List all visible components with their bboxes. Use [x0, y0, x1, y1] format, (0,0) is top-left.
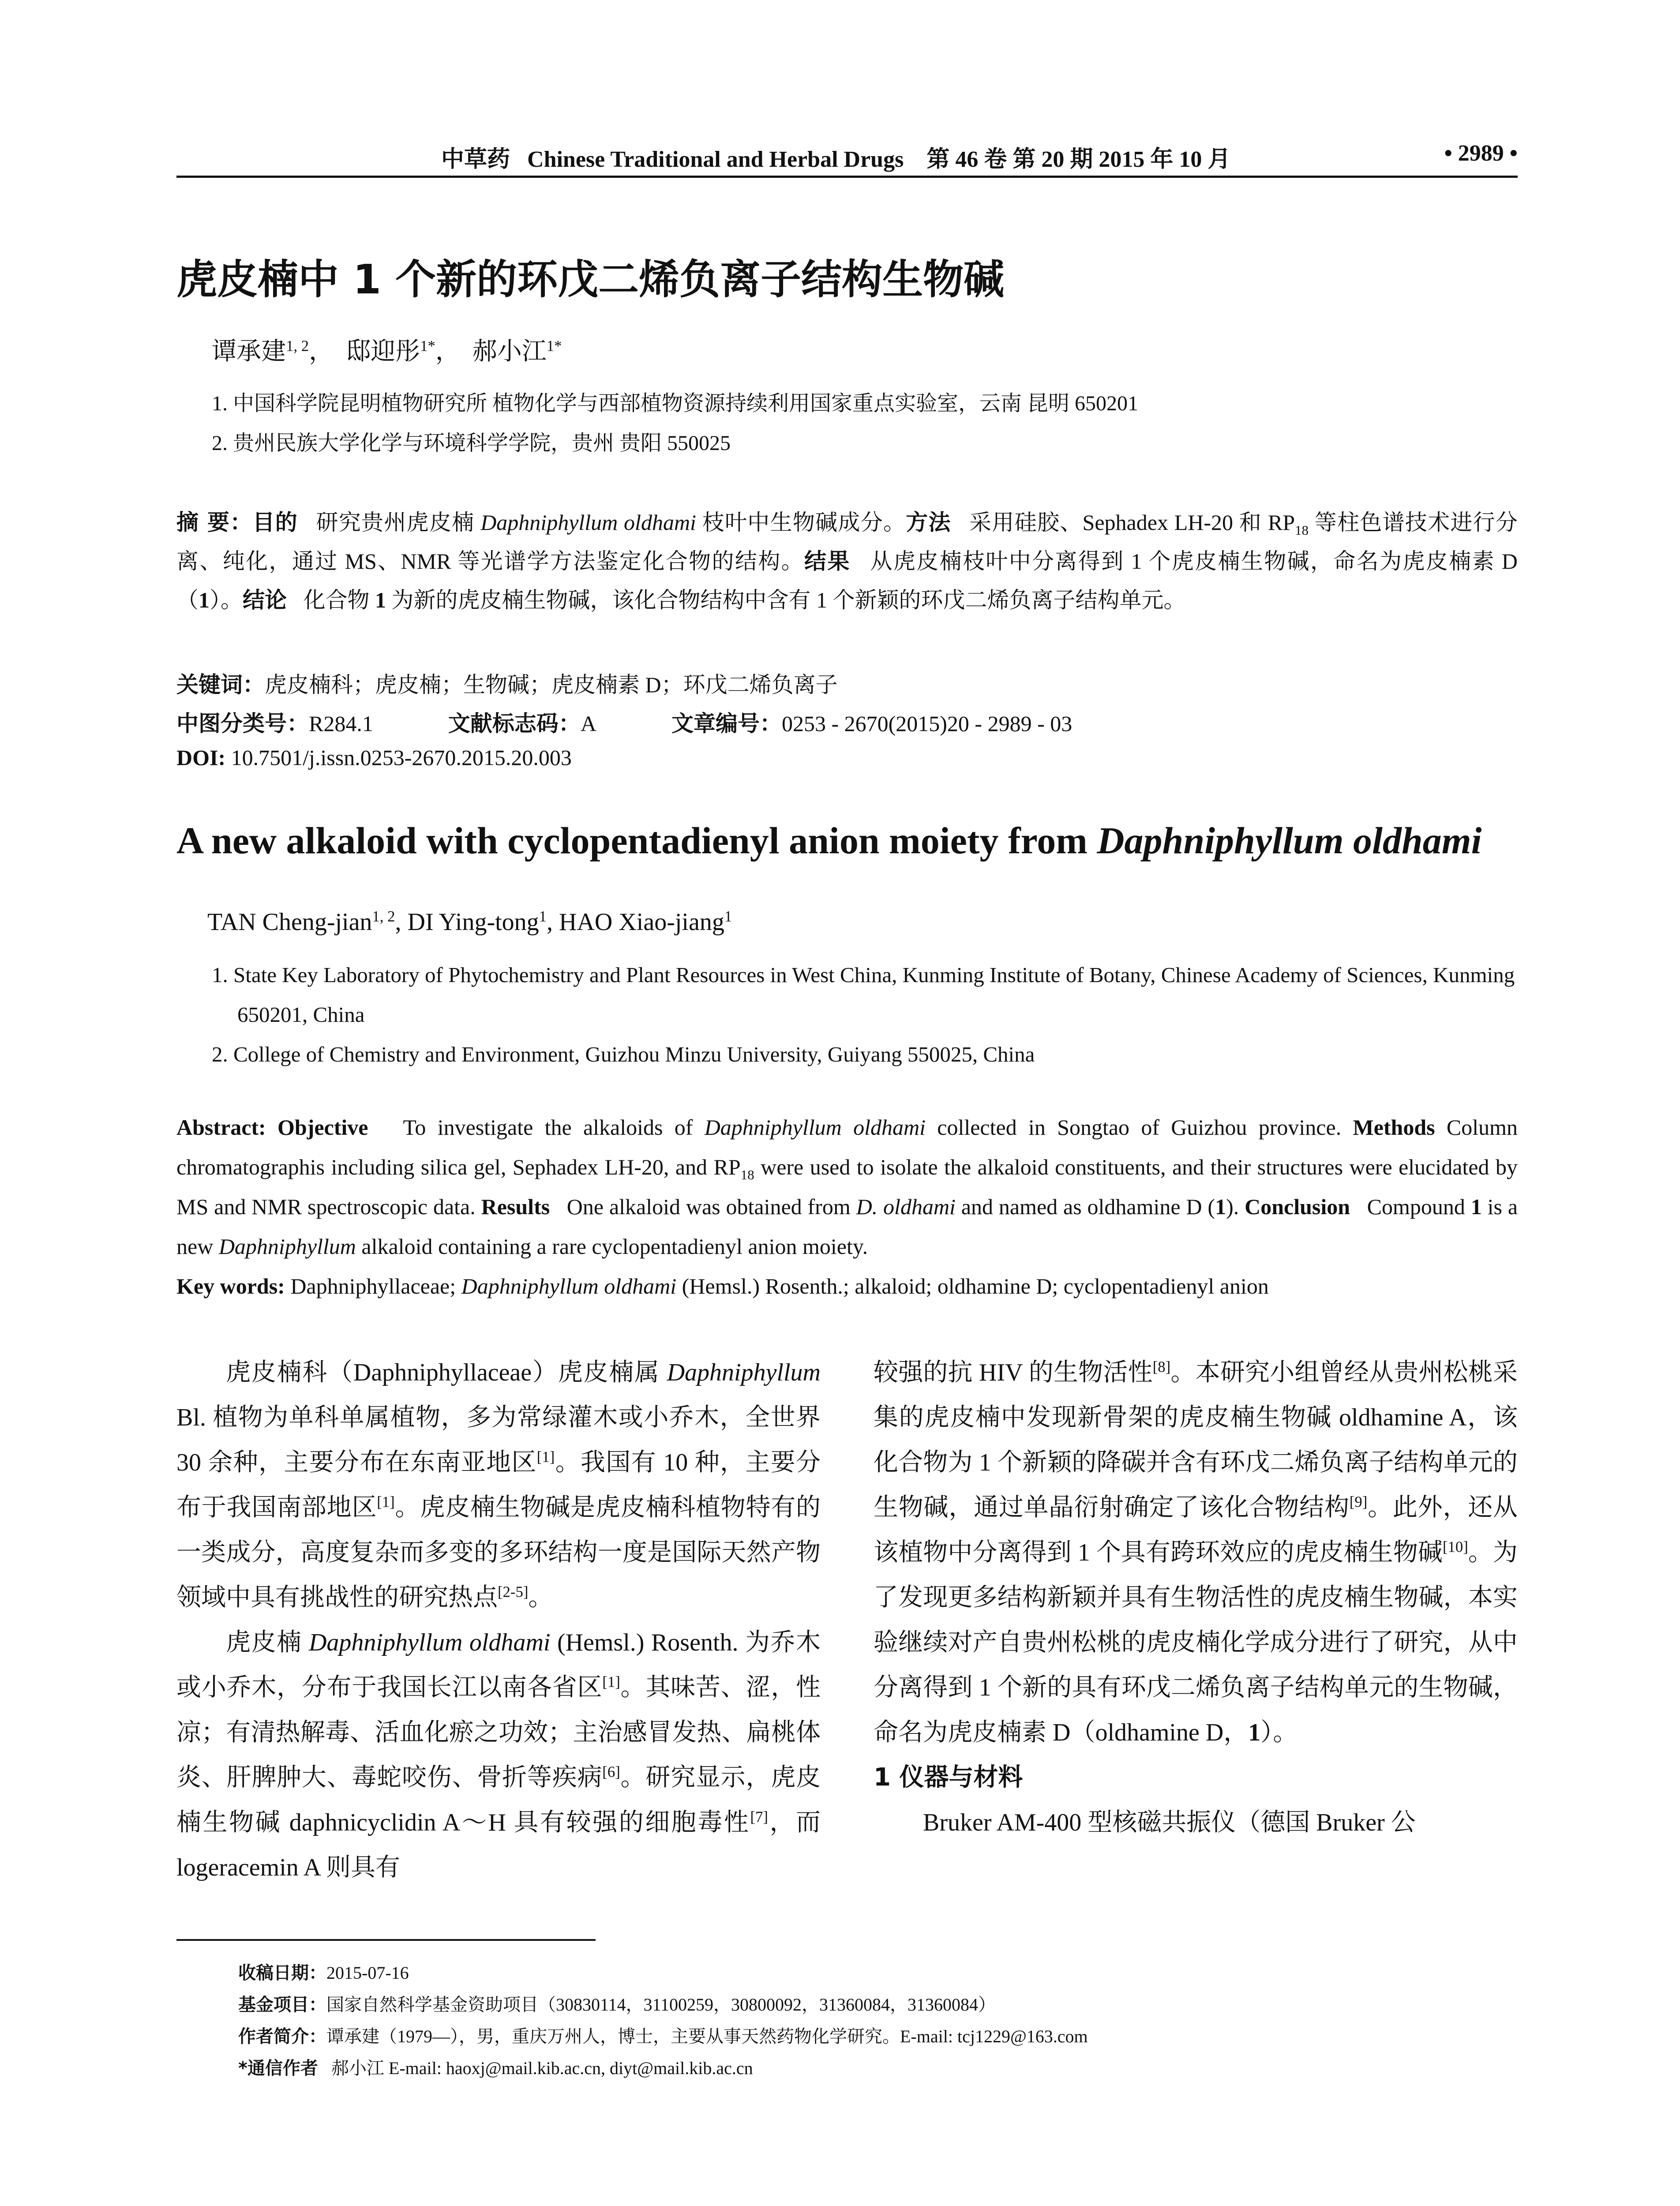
body-right-p1-d: 。为了发现更多结构新颖并具有生物活性的虎皮楠生物碱，本实验继续对产自贵州松桃的虎皮楠化学成分进行了研究，从中分离得到 1 个新的具有环戊二烯负离子结构单元的生物碱，命名为虎皮楠素 D（oldhamine D，: [874, 1539, 1518, 1746]
body-left-p1-c: 。我国有 10 种，主要分布于我国南部地区: [176, 1449, 821, 1521]
methods-cn-label: 方法: [906, 510, 951, 535]
fund-label: 基金项目：: [238, 1995, 326, 2015]
author-cn-1-sup: 1, 2: [286, 337, 309, 355]
conclusion-cn-label: 结论: [243, 587, 287, 613]
keywords-en: [176, 1266, 1518, 1306]
doi-label: DOI:: [176, 745, 226, 770]
body-right-p1-ref2[interactable]: [9]: [1349, 1493, 1368, 1511]
doi-value[interactable]: 10.7501/j.issn.0253-2670.2015.20.003: [231, 745, 572, 770]
keywords-cn-label: 关键词：: [176, 672, 265, 698]
keywords-en-post: (Hemsl.) Rosenth.; alkaloid; oldhamine D; cyclopentadienyl anion: [676, 1274, 1269, 1298]
conclusion-cn-text: 化合物: [303, 588, 375, 612]
body-left-p1-e: 。: [528, 1584, 553, 1611]
methods-cn-sub: 18: [1295, 522, 1309, 538]
keywords-en-species: Daphniphyllum oldhami: [461, 1274, 677, 1298]
abstract-cn-label: 摘 要：: [176, 510, 253, 535]
conclusion-en-mid: is a new: [176, 1194, 1518, 1259]
keywords-en-pre: Daphniphyllaceae;: [290, 1274, 461, 1298]
footnote-fund: [238, 1991, 996, 2016]
received-value: 2015-07-16: [326, 1963, 409, 1983]
page-number: • 2989 •: [1444, 141, 1518, 166]
body-left-p2-e: ，而 logeracemin A 则具有: [176, 1809, 821, 1881]
affiliation-cn-1: 1. 中国科学院昆明植物研究所 植物化学与西部植物资源持续利用国家重点实验室，云南 昆明 650201: [212, 392, 1139, 415]
body-left-p1-ref2[interactable]: [1]: [377, 1493, 395, 1511]
affiliations-en: [212, 955, 1518, 1074]
objective-en-species: Daphniphyllum oldhami: [704, 1115, 926, 1140]
author-en-2: DI Ying-tong: [407, 908, 539, 936]
footnote-corresponding: [238, 2054, 753, 2079]
methods-en-sub: 18: [740, 1167, 754, 1182]
body-left-p1-ref1[interactable]: [1]: [536, 1448, 555, 1466]
author-cn-3: 郝小江: [472, 338, 547, 365]
results-en-text: One alkaloid was obtained from: [566, 1194, 856, 1219]
body-left-p1-d: 。虎皮楠生物碱是虎皮楠科植物特有的一类成分，高度复杂而多变的多环结构一度是国际天然产物领域中具有挑战性的研究热点: [176, 1494, 821, 1611]
body-left-p2-species: Daphniphyllum oldhami: [308, 1629, 551, 1656]
title-en: [176, 818, 1482, 863]
body-right-p1-ref1[interactable]: [8]: [1152, 1358, 1171, 1376]
objective-en-label: Objective: [278, 1115, 368, 1140]
abstract-en-label: Abstract:: [176, 1115, 266, 1140]
author-en-1: TAN Cheng-jian: [207, 908, 372, 936]
author-cn-1: 谭承建: [212, 338, 286, 365]
objective-en-post: collected in Songtao of Guizhou province.: [925, 1115, 1342, 1140]
author-en-3-sup: 1: [724, 908, 732, 925]
results-cn-post: ）。: [210, 588, 243, 612]
abstract-en: [176, 1107, 1518, 1306]
objective-cn-text: 研究贵州虎皮楠: [316, 510, 481, 535]
conclusion-cn-post: 为新的虎皮楠生物碱，该化合物结构中含有 1 个新颖的环戊二烯负离子结构单元。: [386, 588, 1186, 612]
objective-cn-species: Daphniphyllum oldhami: [480, 510, 696, 535]
objective-en-text: To investigate the alkaloids of: [403, 1115, 705, 1140]
journal-name-en: Chinese Traditional and Herbal Drugs: [527, 147, 904, 172]
footnote-author: [238, 2022, 1088, 2048]
title-cn: 虎皮楠中 1 个新的环戊二烯负离子结构生物碱: [176, 256, 1005, 303]
results-en-post: ).: [1226, 1194, 1239, 1219]
footnote-received: [238, 1959, 409, 1984]
body-left-p2-ref3[interactable]: [7]: [750, 1808, 768, 1826]
received-label: 收稿日期：: [238, 1963, 326, 1983]
clc-label: 中图分类号：: [176, 711, 309, 736]
body-left-p2-d: 。研究显示，虎皮楠生物碱 daphnicyclidin A～H 具有较强的细胞毒性: [176, 1764, 821, 1836]
journal-name-cn: 中草药: [441, 147, 510, 172]
title-en-species: Daphniphyllum oldhami: [1097, 819, 1482, 862]
section-heading-1: 1 仪器与材料: [874, 1763, 1023, 1792]
keywords-cn-text: 虎皮楠科；虎皮楠；生物碱；虎皮楠素 D；环戊二烯负离子: [265, 672, 838, 697]
authors-en: TAN Cheng-jian$^{1, 2}$, DI Ying-tong$^1$, HAO Xiao-jiang$^1$: [207, 908, 732, 936]
fund-value: 国家自然科学基金资助项目（30830114，31100259，30800092，31360084，31360084）: [326, 1995, 996, 2015]
title-en-main: A new alkaloid with cyclopentadienyl anion moiety from: [176, 819, 1097, 862]
results-en-species: D. oldhami: [856, 1194, 956, 1219]
header-rule: [176, 176, 1518, 178]
body-left-p1-ref3[interactable]: [2-5]: [498, 1583, 529, 1601]
footnote-rule: [176, 1939, 596, 1941]
body-column-right: [874, 1350, 1518, 1845]
corresponding-value: 郝小江 E-mail: haoxj@mail.kib.ac.cn, diyt@mail.kib.ac.cn: [331, 2058, 753, 2078]
body-left-paragraph-2: [176, 1620, 821, 1890]
corresponding-label: *通信作者: [238, 2058, 318, 2078]
author-cn-2: 邸迎彤: [346, 338, 420, 365]
body-left-p2-c: 。其味苦、涩，性凉；有清热解毒、活血化瘀之功效；主治感冒发热、扁桃体炎、肝脾肿大、毒蛇咬伤、骨折等疾病: [176, 1674, 821, 1791]
body-right-p1-a: 较强的抗 HIV 的生物活性: [874, 1359, 1153, 1386]
authors-cn: 谭承建$^{1, 2}$， 邸迎彤$^{1*}$， 郝小江$^{1*}$: [212, 337, 562, 365]
doc-code-label: 文献标志码：: [448, 711, 581, 736]
article-no-label: 文章编号：: [671, 711, 782, 736]
body-left-p1-genus: Daphniphyllum: [667, 1359, 821, 1386]
results-cn-label: 结果: [804, 548, 851, 574]
journal-line: [441, 140, 1230, 173]
body-right-p1-e: ）。: [1260, 1719, 1298, 1746]
author-bio-label: 作者简介：: [238, 2026, 326, 2047]
methods-cn-text: 采用硅胶、Sephadex LH-20 和 RP: [969, 510, 1295, 535]
running-header: [176, 140, 1518, 171]
results-cn-num: 1: [199, 588, 210, 612]
objective-cn-label: 目的: [252, 510, 298, 535]
body-left-p2-a: 虎皮楠: [226, 1629, 309, 1656]
journal-issue: 第 46 卷 第 20 期 2015 年 10 月: [926, 147, 1231, 172]
keywords-en-label: Key words:: [176, 1274, 285, 1298]
doi-line: [176, 745, 572, 770]
affiliation-en-2: 2. College of Chemistry and Environment, Guizhou Minzu University, Guiyang 550025, China: [212, 1042, 1035, 1066]
results-en-num: 1: [1215, 1194, 1226, 1219]
body-right-paragraph-1: [874, 1350, 1518, 1755]
methods-cn-post: 等柱色谱技术进行分离、纯化，通过 MS、NMR 等光谱学方法鉴定化合物的结构。: [176, 510, 1518, 574]
conclusion-cn-num: 1: [375, 588, 386, 612]
conclusion-en-num: 1: [1470, 1194, 1482, 1219]
author-cn-2-sup: 1*: [420, 337, 435, 355]
body-left-p2-ref1[interactable]: [1]: [602, 1673, 620, 1691]
abstract-cn: [176, 503, 1518, 619]
conclusion-en-label: Conclusion: [1245, 1194, 1350, 1219]
author-bio-value: 谭承建（1979—），男，重庆万州人，博士，主要从事天然药物化学研究。E-mail: tcj1229@163.com: [326, 2026, 1088, 2046]
methods-en-label: Methods: [1353, 1115, 1435, 1140]
body-left-p2-b: (Hemsl.) Rosenth. 为乔木或小乔木，分布于我国长江以南各省区: [176, 1629, 821, 1701]
conclusion-en-post: alkaloid containing a rare cyclopentadienyl anion moiety.: [356, 1234, 868, 1259]
conclusion-en-species: Daphniphyllum: [218, 1234, 356, 1259]
body-right-p1-num: 1: [1248, 1719, 1261, 1746]
results-en-label: Results: [481, 1194, 550, 1219]
affiliation-en-1: 1. State Key Laboratory of Phytochemistry and Plant Resources in West China, Kunming Institute of Botany, Chinese Academy of Sciences, Kunming 650201, China: [212, 963, 1515, 1027]
clc-value: R284.1: [309, 711, 373, 736]
author-en-1-sup: 1, 2: [372, 908, 395, 925]
body-left-paragraph-1: [176, 1350, 821, 1620]
body-left-p2-ref2[interactable]: [6]: [602, 1763, 620, 1781]
article-no-value: 0253 - 2670(2015)20 - 2989 - 03: [781, 711, 1072, 736]
methods-en-text: Column chromatographis including silica gel, Sephadex LH-20, and RP: [176, 1115, 1518, 1179]
classification-line: [176, 706, 1072, 738]
body-column-left: [176, 1350, 821, 1890]
conclusion-en-text: Compound: [1367, 1194, 1471, 1219]
doc-code-value: A: [580, 711, 596, 736]
results-en-mid: and named as oldhamine D (: [955, 1194, 1215, 1219]
affiliation-cn-2: 2. 贵州民族大学化学与环境科学学院，贵州 贵阳 550025: [212, 431, 731, 455]
author-cn-3-sup: 1*: [546, 337, 562, 355]
author-en-3: HAO Xiao-jiang: [559, 908, 724, 936]
objective-cn-post: 枝叶中生物碱成分。: [696, 510, 906, 535]
body-left-p1-b: Bl. 植物为单科单属植物，多为常绿灌木或小乔木，全世界 30 余种，主要分布在东南亚地区: [176, 1404, 821, 1476]
body-right-p1-c: 。此外，还从该植物中分离得到 1 个具有跨环效应的虎皮楠生物碱: [874, 1494, 1518, 1566]
body-right-paragraph-2: Bruker AM-400 型核磁共振仪（德国 Bruker 公: [923, 1809, 1416, 1836]
body-right-p1-ref3[interactable]: [10]: [1443, 1538, 1468, 1556]
body-left-p1-a: 虎皮楠科（Daphniphyllaceae）虎皮楠属: [226, 1359, 667, 1386]
results-cn-text: 从虎皮楠枝叶中分离得到 1 个虎皮楠生物碱，命名为虎皮楠素 D（: [176, 549, 1518, 612]
keywords-cn: [176, 667, 838, 699]
body-right-p1-b: 。本研究小组曾经从贵州松桃采集的虎皮楠中发现新骨架的虎皮楠生物碱 oldhamine A，该化合物为 1 个新颖的降碳并含有环戊二烯负离子结构单元的生物碱，通过单晶衍射确定了该化合物结构: [874, 1359, 1518, 1521]
author-en-2-sup: 1: [539, 908, 547, 925]
methods-en-post: were used to isolate the alkaloid constituents, and their structures were elucidated by MS and NMR spectroscopic data.: [176, 1155, 1518, 1219]
